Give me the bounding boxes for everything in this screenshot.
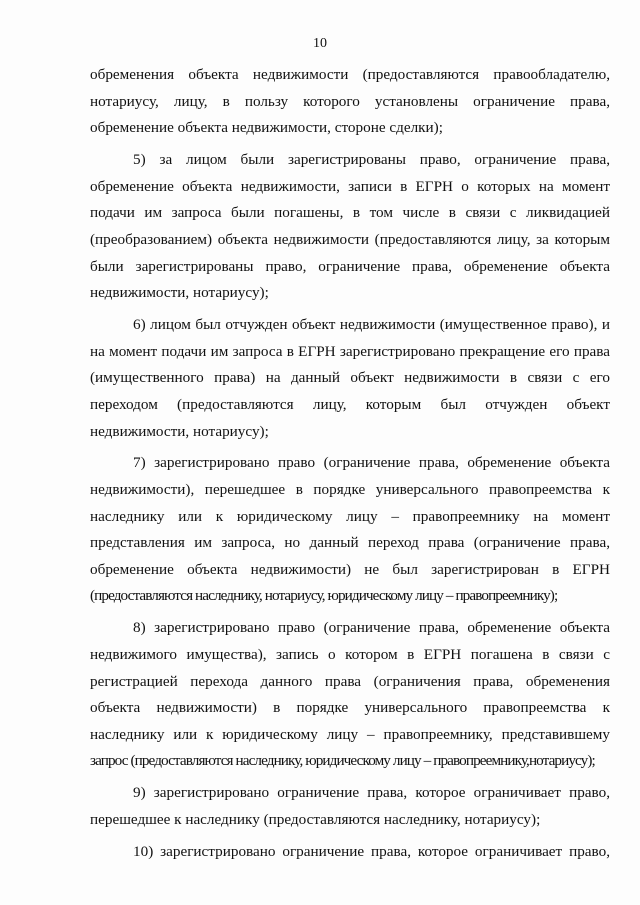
paragraph-item-7-tail: (предоставляются наследнику, нотариусу, юридическому лицу – правопреемнику); bbox=[90, 587, 558, 605]
document-body bbox=[90, 62, 610, 871]
paragraph-continuation: обременения объекта недвижимости (предоставляются правообладателю, нотариусу, лицу, в пользу которого установлены ограничение права, обременение объекта недвижимости, стороне сделки); bbox=[90, 66, 610, 137]
paragraph-item-8-tail: запрос (предоставляются наследнику, юридическому лицу – правопреемнику,нотариусу); bbox=[90, 752, 595, 770]
paragraph-item-8 bbox=[90, 615, 610, 775]
paragraph-item-8-main: 8) зарегистрировано право (ограничение права, обременение объекта недвижимого имущества), запись о котором в ЕГРН погашена в связи с регистрацией перехода данного права (ограничения права, обременения объекта недвижимости) в порядке универсального правопреемства к наследнику или к юридическому лицу – правопреемнику, представившему bbox=[90, 619, 610, 743]
paragraph-item-9: 9) зарегистрировано ограничение права, которое ограничивает право, перешедшее к наследнику (предоставляются наследнику, нотариусу); bbox=[90, 784, 610, 828]
paragraph-item-5: 5) за лицом были зарегистрированы право, ограничение права, обременение объекта недвижимости, записи в ЕГРН о которых на момент подачи им запроса были погашены, в том числе в связи с ликвидацией (преобразованием) объекта недвижимости (предоставляются лицу, за которым были зарегистрированы право, ограничение права, обременение объекта недвижимости, нотариусу); bbox=[90, 151, 610, 302]
paragraph-item-7 bbox=[90, 450, 610, 610]
page-number: 10 bbox=[313, 36, 327, 51]
paragraph-item-10: 10) зарегистрировано ограничение права, которое ограничивает право, bbox=[133, 842, 610, 860]
paragraph-item-7-main: 7) зарегистрировано право (ограничение права, обременение объекта недвижимости), перешедшее в порядке универсального правопреемства к наследнику или к юридическому лицу – правопреемнику на момент представления им запроса, но данный переход права (ограничение права, обременение объекта недвижимости) не был зарегистрирован в ЕГРН bbox=[90, 454, 610, 578]
paragraph-item-6: 6) лицом был отчужден объект недвижимости (имущественное право), и на момент подачи им запроса в ЕГРН зарегистрировано прекращение его права (имущественного права) на данный объект недвижимости в связи с его переходом (предоставляются лицу, которым был отчужден объект недвижимости, нотариусу); bbox=[90, 316, 610, 440]
